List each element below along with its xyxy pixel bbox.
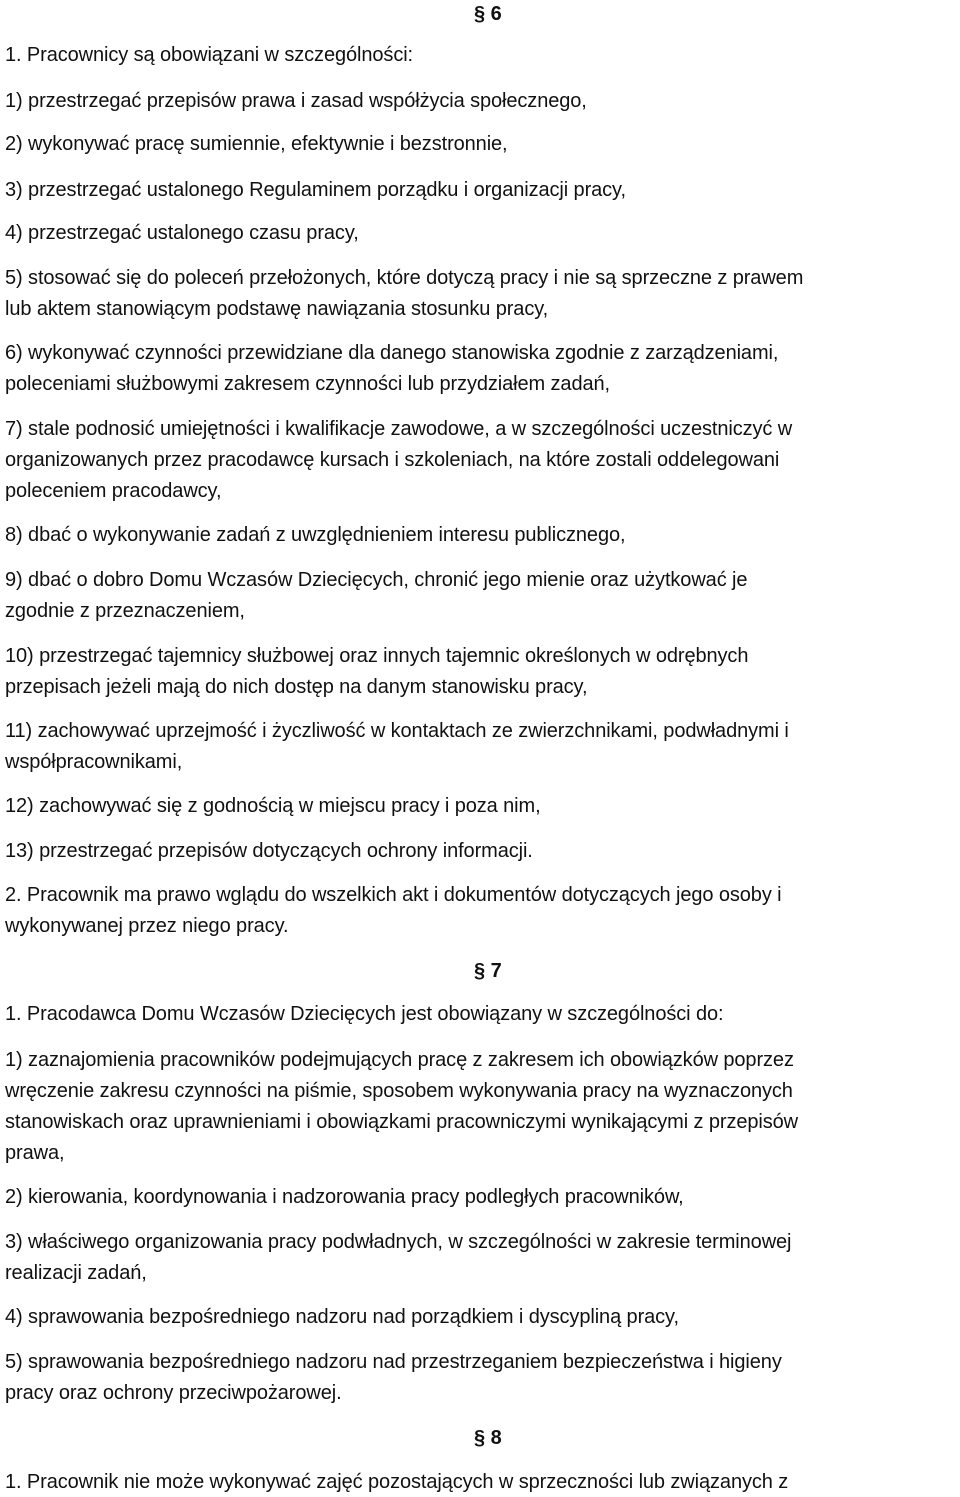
section-6-line: 5) stosować się do poleceń przełożonych, które dotyczą pracy i nie są sprzeczne z prawem [5, 267, 804, 289]
section-6-line: organizowanych przez pracodawcę kursach i szkoleniach, na które zostali oddelegowani [5, 449, 780, 471]
section-8-line: 1. Pracownik nie może wykonywać zajęć pozostających w sprzeczności lub związanych z [5, 1471, 789, 1493]
section-6-heading: § 6 [474, 3, 502, 25]
section-6-line: 8) dbać o wykonywanie zadań z uwzględnieniem interesu publicznego, [5, 524, 626, 546]
section-6-line: 9) dbać o dobro Domu Wczasów Dziecięcych, chronić jego mienie oraz użytkować je [5, 569, 748, 591]
section-6-line: 4) przestrzegać ustalonego czasu pracy, [5, 222, 359, 244]
section-7-line: 1) zaznajomienia pracowników podejmujących pracę z zakresem ich obowiązków poprzez [5, 1049, 794, 1071]
section-6-line: 7) stale podnosić umiejętności i kwalifikacje zawodowe, a w szczególności uczestniczyć w [5, 418, 793, 440]
section-6-line: lub aktem stanowiącym podstawę nawiązania stosunku pracy, [5, 298, 549, 320]
section-7-line: 2) kierowania, koordynowania i nadzorowania pracy podległych pracowników, [5, 1186, 684, 1208]
section-8-heading: § 8 [474, 1427, 502, 1449]
section-6-line: wykonywanej przez niego pracy. [5, 915, 289, 937]
section-7-heading: § 7 [474, 960, 502, 982]
section-6-line: 2. Pracownik ma prawo wglądu do wszelkich akt i dokumentów dotyczących jego osoby i [5, 884, 782, 906]
section-7-line: realizacji zadań, [5, 1262, 147, 1284]
section-7-line: 1. Pracodawca Domu Wczasów Dziecięcych jest obowiązany w szczególności do: [5, 1003, 724, 1025]
section-7-line: 5) sprawowania bezpośredniego nadzoru nad przestrzeganiem bezpieczeństwa i higieny [5, 1351, 782, 1373]
section-6-line: 1) przestrzegać przepisów prawa i zasad współżycia społecznego, [5, 90, 587, 112]
section-6-line: 13) przestrzegać przepisów dotyczących ochrony informacji. [5, 840, 533, 862]
section-6-line: zgodnie z przeznaczeniem, [5, 600, 245, 622]
section-6-line: 6) wykonywać czynności przewidziane dla danego stanowiska zgodnie z zarządzeniami, [5, 342, 779, 364]
section-6-line: przepisach jeżeli mają do nich dostęp na danym stanowisku pracy, [5, 676, 588, 698]
section-6-line: współpracownikami, [5, 751, 183, 773]
section-6-line: 1. Pracownicy są obowiązani w szczególności: [5, 44, 414, 66]
section-7-line: stanowiskach oraz uprawnieniami i obowiązkami pracowniczymi wynikającymi z przepisów [5, 1111, 799, 1133]
section-7-line: pracy oraz ochrony przeciwpożarowej. [5, 1382, 342, 1404]
section-6-line: 12) zachowywać się z godnością w miejscu pracy i poza nim, [5, 795, 541, 817]
section-7-line: prawa, [5, 1142, 65, 1164]
section-7-line: wręczenie zakresu czynności na piśmie, sposobem wykonywania pracy na wyznaczonych [5, 1080, 793, 1102]
section-6-line: 10) przestrzegać tajemnicy służbowej oraz innych tajemnic określonych w odrębnych [5, 645, 749, 667]
section-7-line: 4) sprawowania bezpośredniego nadzoru nad porządkiem i dyscypliną pracy, [5, 1306, 679, 1328]
section-6-line: poleceniami służbowymi zakresem czynności lub przydziałem zadań, [5, 373, 610, 395]
section-6-line: poleceniem pracodawcy, [5, 480, 222, 502]
section-6-line: 11) zachowywać uprzejmość i życzliwość w kontaktach ze zwierzchnikami, podwładnymi i [5, 720, 789, 742]
section-6-line: 3) przestrzegać ustalonego Regulaminem porządku i organizacji pracy, [5, 179, 626, 201]
section-6-line: 2) wykonywać pracę sumiennie, efektywnie i bezstronnie, [5, 133, 508, 155]
section-7-line: 3) właściwego organizowania pracy podwładnych, w szczególności w zakresie terminowej [5, 1231, 792, 1253]
